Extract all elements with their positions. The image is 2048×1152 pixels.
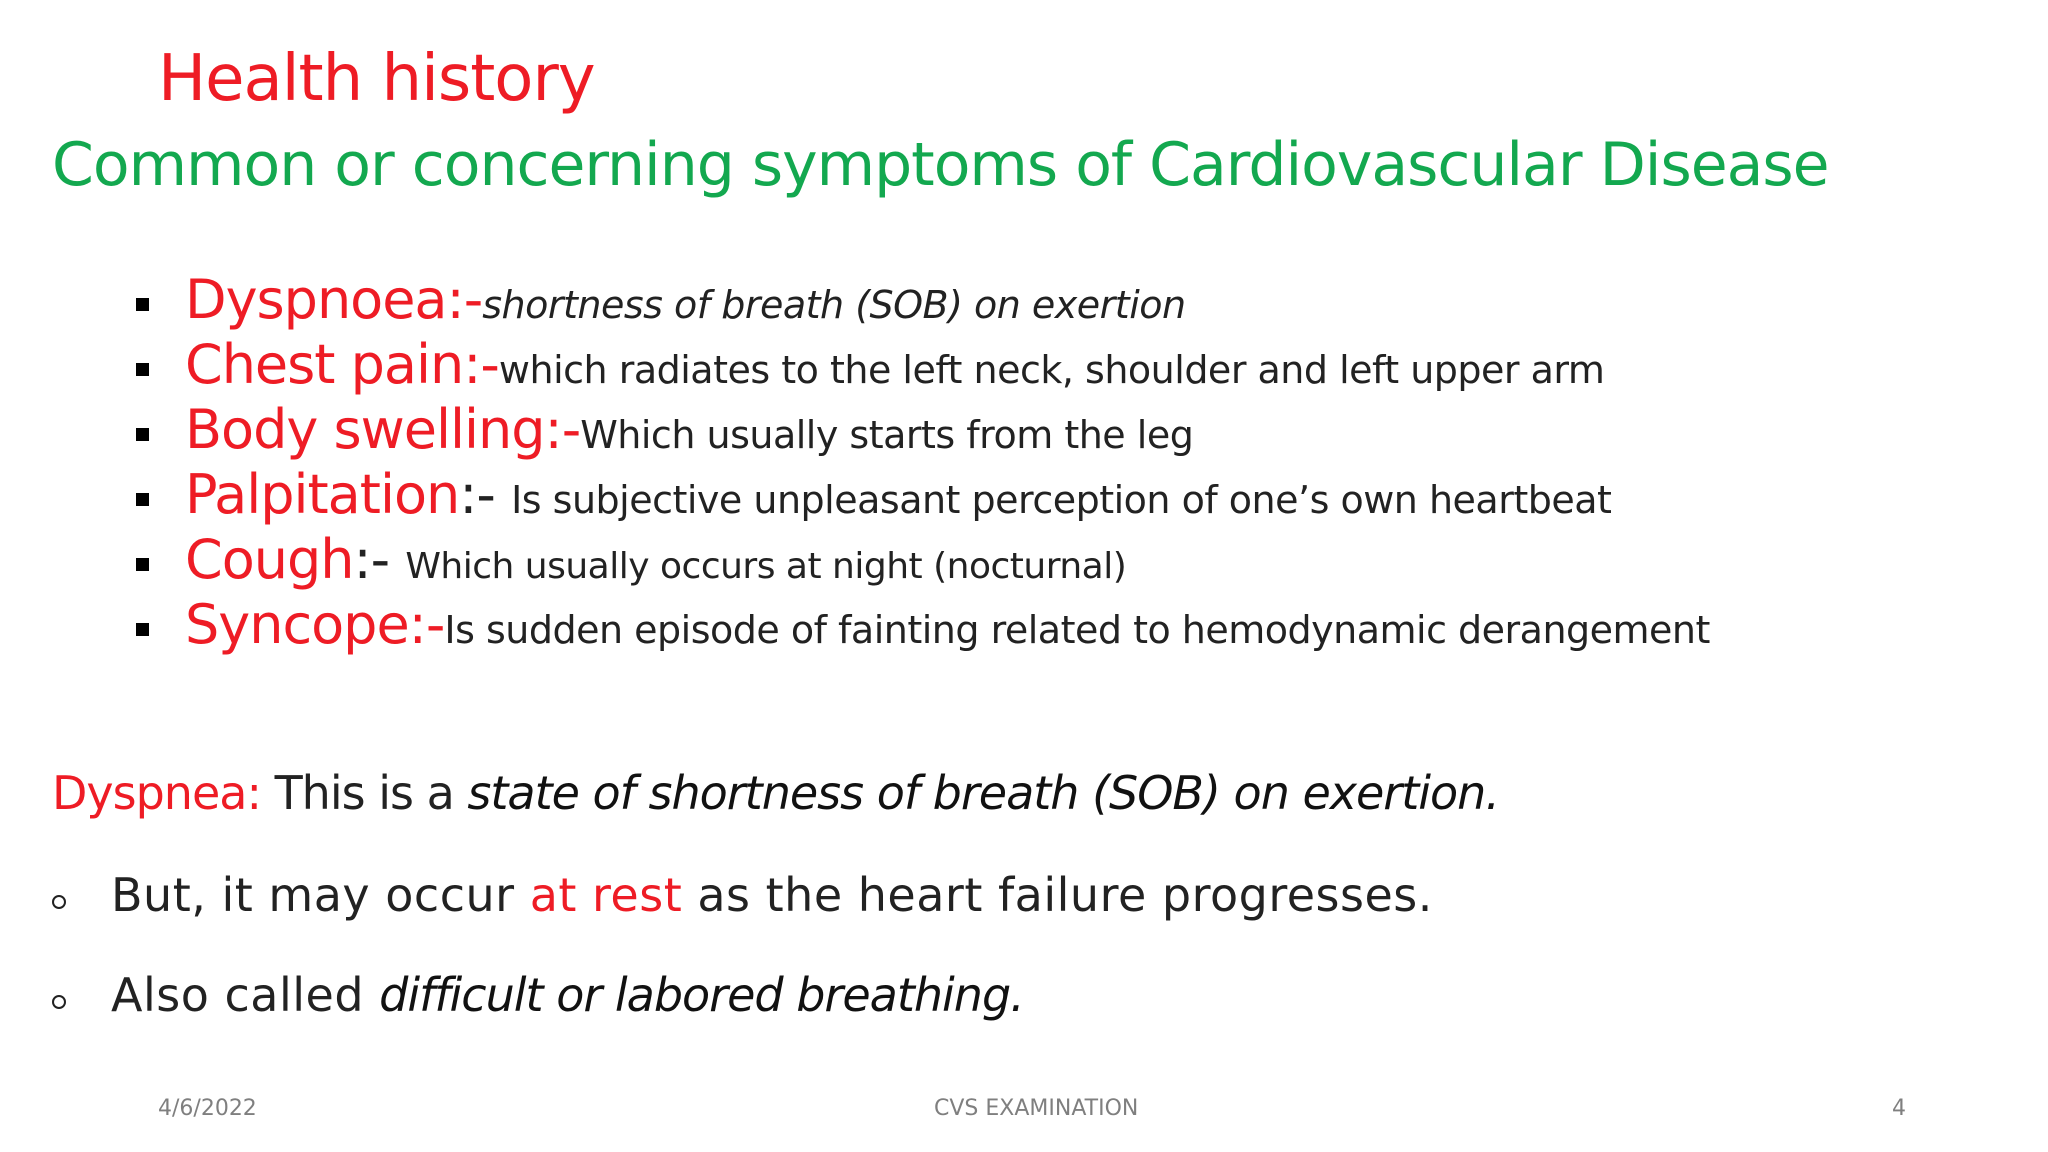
symptom-separator: - <box>480 333 499 396</box>
symptom-list <box>130 268 1710 658</box>
square-bullet-icon <box>136 428 149 441</box>
symptom-separator: - <box>425 593 445 656</box>
circle-bullet-icon <box>52 995 66 1009</box>
symptom-description: Is sudden episode of fainting related to hemodynamic derangement <box>444 608 1710 652</box>
symptom-item-syncope <box>130 593 1710 658</box>
square-bullet-icon <box>136 493 149 506</box>
symptom-item-dyspnoea <box>130 268 1710 333</box>
footer-title: CVS EXAMINATION <box>934 1096 1139 1121</box>
square-bullet-icon <box>136 558 149 571</box>
dyspnea-colon: : <box>246 766 261 820</box>
symptom-description: Which usually starts from the leg <box>580 413 1194 457</box>
symptom-term: Body swelling: <box>185 398 562 461</box>
point-text-after: as the heart failure progresses. <box>682 868 1433 922</box>
footer-page-number: 4 <box>1892 1096 1906 1121</box>
symptom-separator: :- <box>353 528 406 591</box>
point-italic: difficult or labored breathing. <box>379 968 1024 1022</box>
symptom-term: Syncope: <box>185 593 426 656</box>
symptom-term: Cough <box>185 528 354 591</box>
symptom-term: Palpitation <box>185 463 460 526</box>
symptom-separator: - <box>463 268 483 331</box>
symptom-description: shortness of breath (SOB) on exertion <box>482 283 1186 327</box>
point-text-before: Also called <box>111 968 380 1022</box>
square-bullet-icon <box>136 298 149 311</box>
point-text-before: But, it may occur <box>111 868 530 922</box>
symptom-term: Chest pain: <box>185 333 481 396</box>
symptom-description: which radiates to the left neck, shoulder and left upper arm <box>498 348 1605 392</box>
symptom-separator: - <box>561 398 581 461</box>
point-also-called <box>52 968 1024 1022</box>
square-bullet-icon <box>136 363 149 376</box>
symptom-item-chest-pain <box>130 333 1710 398</box>
symptom-separator: :- <box>459 463 512 526</box>
slide-title: Health history <box>158 42 595 116</box>
slide-subtitle: Common or concerning symptoms of Cardiovascular Disease <box>52 130 1829 200</box>
footer-date: 4/6/2022 <box>158 1096 257 1121</box>
symptom-item-palpitation <box>130 463 1710 528</box>
dyspnea-definition <box>52 766 1499 820</box>
dyspnea-lead: This is a <box>260 766 468 820</box>
symptom-description: Which usually occurs at night (nocturnal) <box>405 546 1127 587</box>
circle-bullet-icon <box>52 895 66 909</box>
dyspnea-italic: state of shortness of breath (SOB) on exertion. <box>467 766 1499 820</box>
point-highlight: at rest <box>529 868 683 922</box>
symptom-description: Is subjective unpleasant perception of one’s own heartbeat <box>511 478 1612 522</box>
symptom-item-cough <box>130 528 1710 593</box>
point-at-rest <box>52 868 1433 922</box>
square-bullet-icon <box>136 623 149 636</box>
symptom-term: Dyspnoea: <box>185 268 464 331</box>
symptom-item-body-swelling <box>130 398 1710 463</box>
dyspnea-label: Dyspnea <box>52 766 247 820</box>
